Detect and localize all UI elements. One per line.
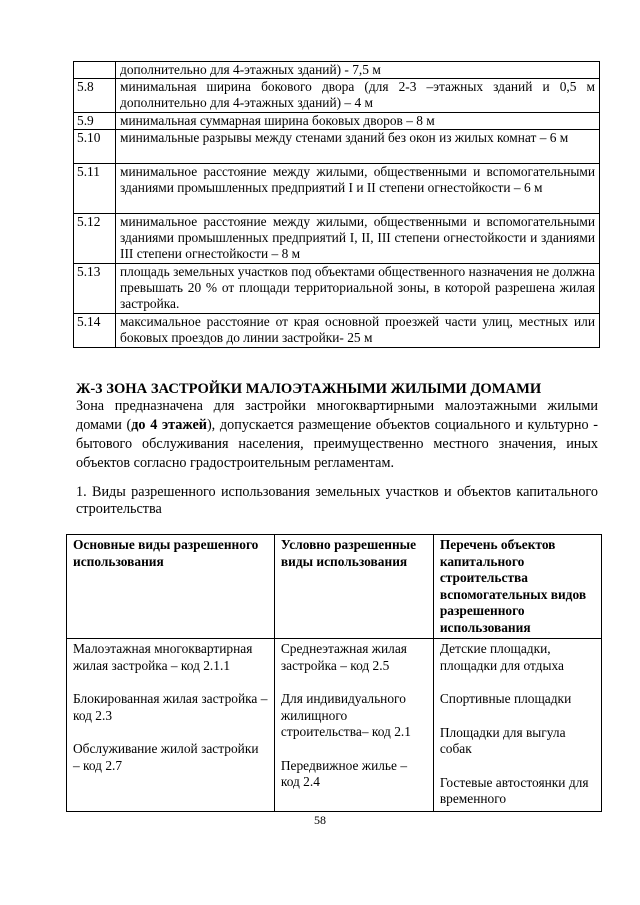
subsection-heading: 1. Виды разрешенного использования земельных участков и объектов капитального строительства [76, 484, 598, 517]
table-row [74, 62, 600, 79]
table-header-row [67, 535, 602, 639]
auxiliary-uses-cell [433, 639, 601, 812]
row-text: площадь земельных участков под объектами общественного назначения не должна превышать 20 % от площади территориальной зоны, в которой разрешена жилая застройка. [116, 264, 600, 314]
row-text: минимальная суммарная ширина боковых дворов – 8 м [116, 113, 600, 130]
table-row [67, 639, 602, 812]
permitted-uses-table [66, 534, 602, 812]
list-item: Обслуживание жилой застройки – код 2.7 [73, 741, 259, 773]
row-number: 5.10 [74, 130, 116, 164]
row-text: минимальное расстояние между жилыми, общественными и вспомогательными зданиями промышленных предприятий I, II, III степени огнестойкости и зданиями III степени огнестойкости – 8 м [116, 214, 600, 264]
section-heading: Ж-3 ЗОНА ЗАСТРОЙКИ МАЛОЭТАЖНЫМИ ЖИЛЫМИ ДОМАМИ [76, 381, 542, 397]
table-row [74, 130, 600, 164]
row-text: минимальная ширина бокового двора (для 2-3 –этажных зданий и 0,5 м дополнительно для 4-этажных зданий) – 4 м [116, 79, 600, 113]
table-row [74, 79, 600, 113]
regulations-table [73, 61, 600, 348]
section-intro [76, 397, 598, 473]
list-item: Среднеэтажная жилая застройка – код 2.5 [280, 641, 407, 673]
table-row [74, 113, 600, 130]
table-row [74, 164, 600, 214]
row-text: максимальное расстояние от края основной проезжей части улиц, местных или боковых проездов до линии застройки- 25 м [116, 314, 600, 348]
row-number: 5.8 [74, 79, 116, 113]
list-item: Для индивидуального жилищного строительства– код 2.1 [280, 691, 411, 739]
list-item: Гостевые автостоянки для временного [439, 774, 589, 806]
page-number: 58 [314, 813, 326, 827]
row-text: минимальное расстояние между жилыми, общественными и вспомогательными зданиями промышленных предприятий I и II степени огнестойкости – 6 м [116, 164, 600, 214]
row-number: 5.13 [74, 264, 116, 314]
list-item: Малоэтажная многоквартирная жилая застройка – код 2.1.1 [73, 641, 253, 673]
row-text: минимальные разрывы между стенами зданий без окон из жилых комнат – 6 м [116, 130, 600, 164]
list-item: Передвижное жилье – код 2.4 [280, 757, 408, 789]
list-item: Блокированная жилая застройка – код 2.3 [73, 691, 268, 723]
row-number: 5.12 [74, 214, 116, 264]
main-uses-cell [67, 639, 275, 812]
table-row [74, 214, 600, 264]
conditional-uses-cell [274, 639, 433, 812]
header-conditional-uses: Условно разрешенные виды использования [274, 535, 433, 639]
list-item: Площадки для выгула собак [439, 724, 566, 756]
row-number: 5.11 [74, 164, 116, 214]
row-number [74, 62, 116, 79]
header-main-uses: Основные виды разрешенного использования [67, 535, 275, 639]
list-item: Спортивные площадки [439, 691, 572, 706]
table-row [74, 264, 600, 314]
row-number: 5.14 [74, 314, 116, 348]
intro-bold-text: до 4 этажей [131, 417, 207, 433]
row-number: 5.9 [74, 113, 116, 130]
intro-text-start: Зона предназначена для застройки многоквартирными малоэтажными жилыми домами ( [76, 398, 598, 433]
row-text: дополнительно для 4-этажных зданий) - 7,5 м [116, 62, 600, 79]
table-row [74, 314, 600, 348]
list-item: Детские площадки, площадки для отдыха [439, 641, 564, 673]
intro-text-end: ), допускается размещение объектов социального и культурно - бытового обслуживания населения, преимущественно местного значения, иных объектов согласно градостроительным регламентам. [76, 417, 598, 471]
header-auxiliary-uses: Перечень объектов капитального строительства вспомогательных видов разрешенного использования [433, 535, 601, 639]
